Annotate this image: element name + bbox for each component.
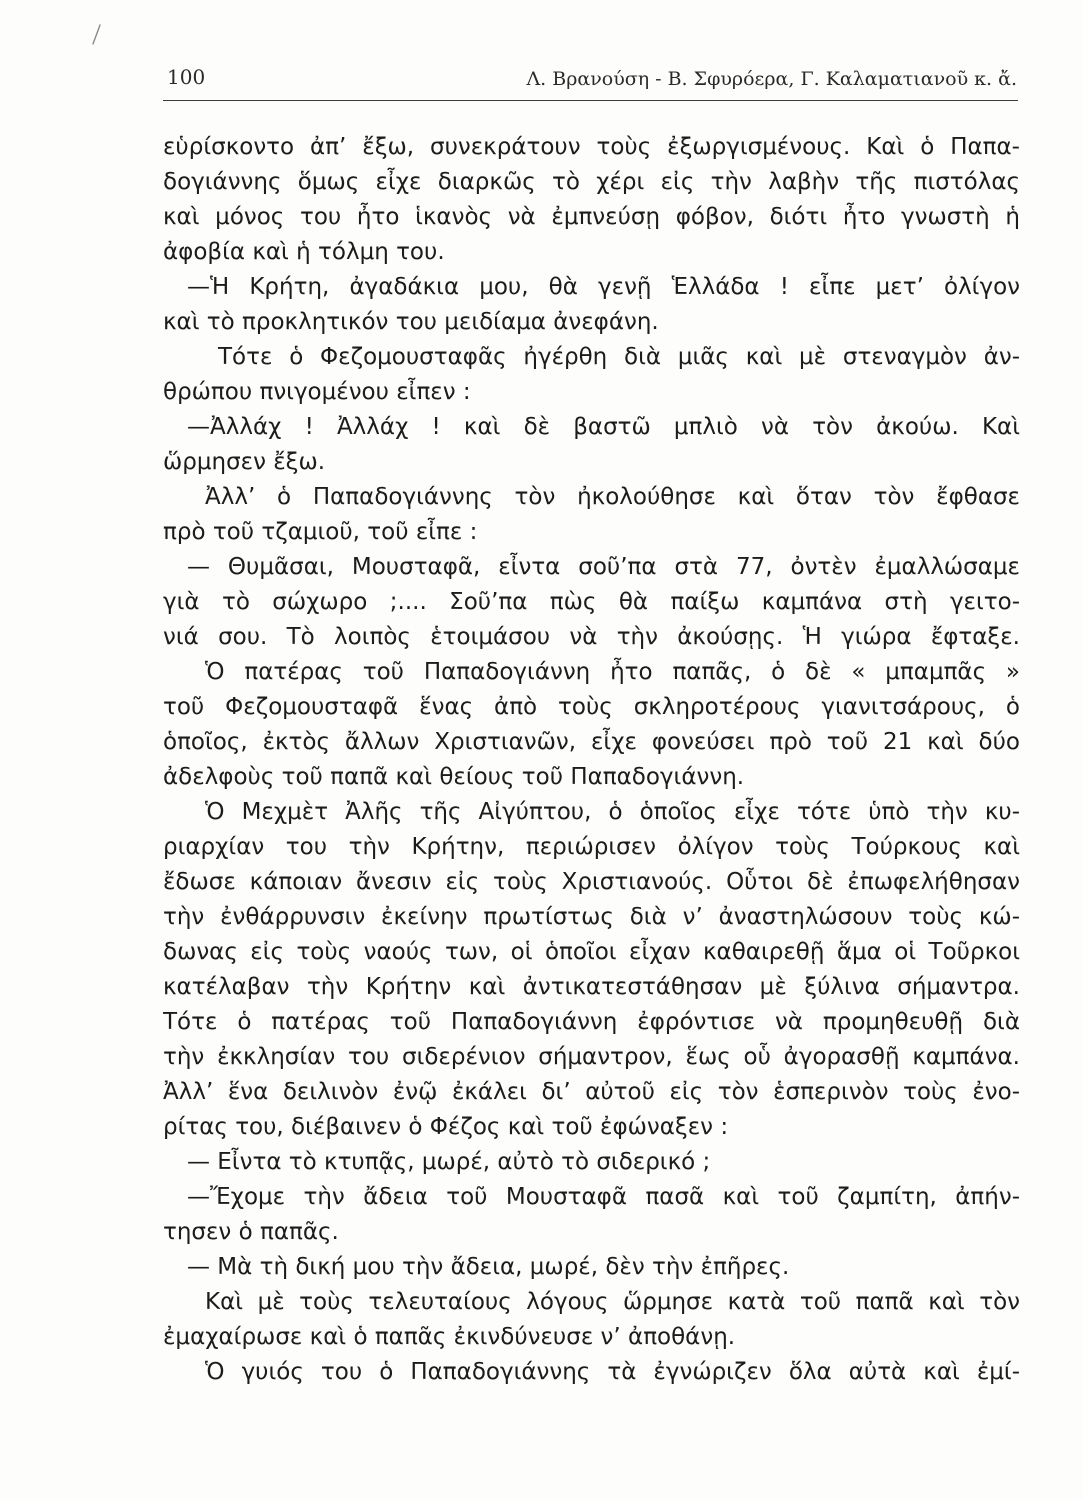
text-line: γιὰ τὸ σώχωρο ;.... Σοῦ’πα πὼς θὰ παίξω καμπάνα στὴ γειτο- bbox=[163, 589, 1020, 615]
text-line: τοῦ Φεζομουσταφᾶ ἕνας ἀπὸ τοὺς σκληροτέρους γιανιτσάρους, ὁ bbox=[163, 694, 1020, 720]
text-line: ρίτας του, διέβαινεν ὁ Φέζος καὶ τοῦ ἐφώναξεν : bbox=[163, 1114, 729, 1140]
text-line: καὶ μόνος του ἦτο ἱκανὸς νὰ ἐμπνεύσῃ φόβον, διότι ἦτο γνωστὴ ἡ bbox=[163, 204, 1020, 230]
text-line: τησεν ὁ παπᾶς. bbox=[163, 1219, 339, 1245]
text-line: Τότε ὁ πατέρας τοῦ Παπαδογιάννη ἐφρόντισε νὰ προμηθευθῇ διὰ bbox=[163, 1009, 1020, 1035]
text-line: Καὶ μὲ τοὺς τελευταίους λόγους ὥρμησε κατὰ τοῦ παπᾶ καὶ τὸν bbox=[205, 1289, 1020, 1315]
text-line: Ὁ πατέρας τοῦ Παπαδογιάννη ἦτο παπᾶς, ὁ δὲ « μπαμπᾶς » bbox=[205, 659, 1020, 685]
text-line: ὥρμησεν ἔξω. bbox=[163, 449, 326, 475]
text-line: —Ἔχομε τὴν ἄδεια τοῦ Μουσταφᾶ πασᾶ καὶ τοῦ ζαμπίτη, ἀπήν- bbox=[187, 1184, 1020, 1210]
text-line: ὁποῖος, ἐκτὸς ἄλλων Χριστιανῶν, εἶχε φονεύσει πρὸ τοῦ 21 καὶ δύο bbox=[163, 729, 1020, 755]
text-line: πρὸ τοῦ τζαμιοῦ, τοῦ εἶπε : bbox=[163, 519, 478, 545]
text-line: ριαρχίαν του τὴν Κρήτην, περιώρισεν ὀλίγον τοὺς Τούρκους καὶ bbox=[163, 834, 1020, 860]
text-line: δωνας εἰς τοὺς ναούς των, οἱ ὁποῖοι εἶχαν καθαιρεθῇ ἅμα οἱ Τοῦρκοι bbox=[163, 939, 1020, 965]
header-rule bbox=[163, 100, 1018, 101]
text-line: ἀφοβία καὶ ἡ τόλμη του. bbox=[163, 239, 445, 265]
pencil-mark bbox=[86, 22, 106, 48]
page-number: 100 bbox=[167, 65, 206, 89]
text-line: Ὁ γυιός του ὁ Παπαδογιάννης τὰ ἐγνώριζεν ὅλα αὐτὰ καὶ ἐμί- bbox=[205, 1359, 1020, 1385]
text-line: Τότε ὁ Φεζομουσταφᾶς ἠγέρθη διὰ μιᾶς καὶ μὲ στεναγμὸν ἀν- bbox=[218, 344, 1020, 370]
body-text bbox=[163, 130, 1020, 1390]
text-line: — Θυμᾶσαι, Μουσταφᾶ, εἶντα σοῦ’πα στὰ 77, ὀντὲν ἐμαλλώσαμε bbox=[187, 554, 1020, 580]
text-line: Ἀλλ’ ὁ Παπαδογιάννης τὸν ἠκολούθησε καὶ ὅταν τὸν ἔφθασε bbox=[205, 484, 1020, 510]
text-line: εὑρίσκοντο ἀπ’ ἔξω, συνεκράτουν τοὺς ἐξωργισμένους. Καὶ ὁ Παπα- bbox=[163, 134, 1020, 160]
text-line: — Μὰ τὴ δική μου τὴν ἄδεια, μωρέ, δὲν τὴν ἐπῆρες. bbox=[187, 1254, 790, 1280]
text-line: — Εἶντα τὸ κτυπᾷς, μωρέ, αὐτὸ τὸ σιδερικό ; bbox=[187, 1149, 711, 1175]
text-line: τὴν ἐκκλησίαν του σιδερένιον σήμαντρον, ἕως οὗ ἀγορασθῇ καμπάνα. bbox=[163, 1044, 1020, 1070]
text-line: νιά σου. Τὸ λοιπὸς ἑτοιμάσου νὰ τὴν ἀκούσῃς. Ἡ γιώρα ἔφταξε. bbox=[163, 624, 1020, 650]
text-line: ἐμαχαίρωσε καὶ ὁ παπᾶς ἐκινδύνευσε ν’ ἀποθάνῃ. bbox=[163, 1324, 736, 1350]
running-head: Λ. Βρανούση - Β. Σφυρόερα, Γ. Καλαματιανοῦ κ. ἄ. bbox=[526, 68, 1017, 90]
text-line: —Ἀλλάχ ! Ἀλλάχ ! καὶ δὲ βαστῶ μπλιὸ νὰ τὸν ἀκούω. Καὶ bbox=[187, 414, 1020, 440]
text-line: κατέλαβαν τὴν Κρήτην καὶ ἀντικατεστάθησαν μὲ ξύλινα σήμαντρα. bbox=[163, 974, 1020, 1000]
text-line: τὴν ἐνθάρρυνσιν ἐκείνην πρωτίστως διὰ ν’ ἀναστηλώσουν τοὺς κώ- bbox=[163, 904, 1020, 930]
text-line: Ὁ Μεχμὲτ Ἀλῆς τῆς Αἰγύπτου, ὁ ὁποῖος εἶχε τότε ὑπὸ τὴν κυ- bbox=[205, 799, 1020, 825]
text-line: Ἀλλ’ ἕνα δειλινὸν ἐνῷ ἐκάλει δι’ αὐτοῦ εἰς τὸν ἑσπερινὸν τοὺς ἐνο- bbox=[163, 1079, 1020, 1105]
text-line: δογιάννης ὅμως εἶχε διαρκῶς τὸ χέρι εἰς τὴν λαβὴν τῆς πιστόλας bbox=[163, 169, 1020, 195]
text-line: —Ἡ Κρήτη, ἀγαδάκια μου, θὰ γενῇ Ἑλλάδα ! εἶπε μετ’ ὀλίγον bbox=[187, 274, 1020, 300]
text-line: ἔδωσε κάποιαν ἄνεσιν εἰς τοὺς Χριστιανούς. Οὗτοι δὲ ἐπωφελήθησαν bbox=[163, 869, 1020, 895]
text-line: θρώπου πνιγομένου εἶπεν : bbox=[163, 379, 471, 405]
text-line: ἀδελφοὺς τοῦ παπᾶ καὶ θείους τοῦ Παπαδογιάννη. bbox=[163, 764, 745, 790]
text-line: καὶ τὸ προκλητικόν του μειδίαμα ἀνεφάνη. bbox=[163, 309, 659, 335]
